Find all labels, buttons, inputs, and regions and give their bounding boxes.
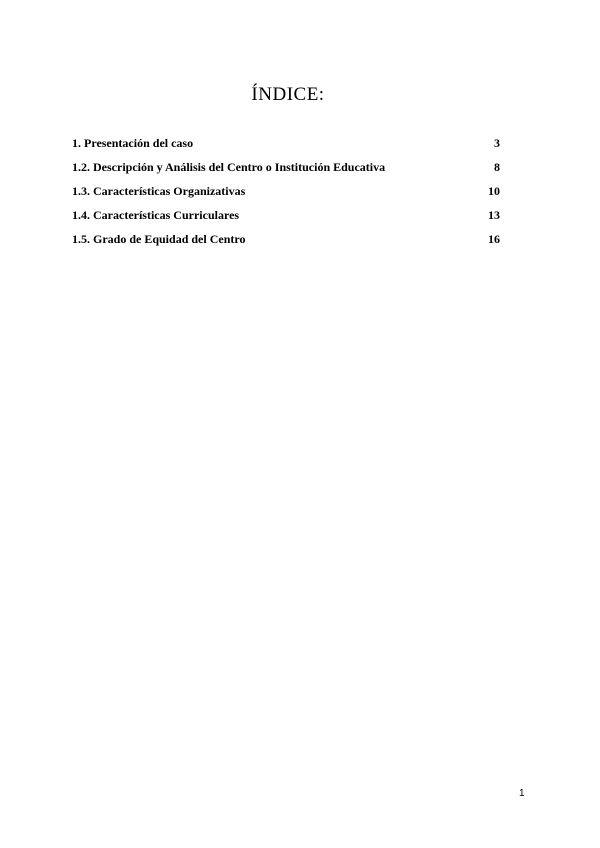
toc-entry-page: 10 bbox=[488, 184, 500, 198]
table-of-contents bbox=[72, 136, 500, 256]
toc-entry-page: 13 bbox=[488, 208, 500, 222]
page-number: 1 bbox=[519, 788, 525, 799]
toc-entry[interactable] bbox=[72, 136, 500, 160]
toc-entry-label: 1.4. Características Curriculares bbox=[72, 208, 240, 222]
toc-entry-label: 1. Presentación del caso bbox=[72, 136, 194, 150]
toc-entry-label: 1.3. Características Organizativas bbox=[72, 184, 246, 198]
toc-entry-page: 16 bbox=[488, 232, 500, 246]
toc-entry-page: 3 bbox=[494, 136, 500, 150]
toc-entry-label: 1.5. Grado de Equidad del Centro bbox=[72, 232, 246, 246]
toc-entry-label: 1.2. Descripción y Análisis del Centro o Institución Educativa bbox=[72, 160, 386, 174]
index-title: ÍNDICE: bbox=[251, 84, 325, 105]
toc-entry[interactable] bbox=[72, 232, 500, 256]
toc-entry[interactable] bbox=[72, 184, 500, 208]
toc-entry[interactable] bbox=[72, 160, 500, 184]
toc-entry-page: 8 bbox=[494, 160, 500, 174]
toc-entry[interactable] bbox=[72, 208, 500, 232]
